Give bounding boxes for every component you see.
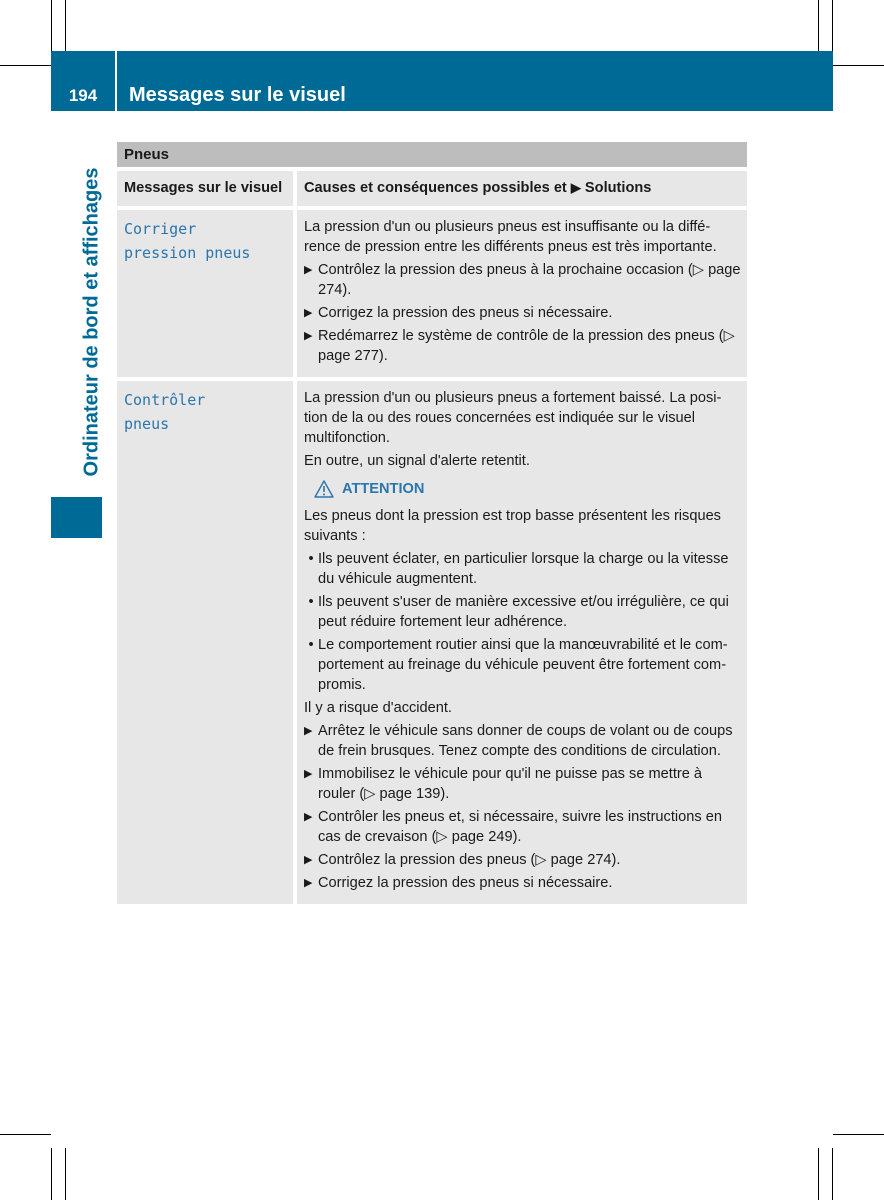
crop-mark — [833, 65, 884, 66]
warning-label: ATTENTION — [342, 481, 425, 497]
extra-text: En outre, un signal d'alerte retentit. — [304, 453, 530, 469]
bullet-icon: • — [308, 551, 314, 567]
step-item — [304, 850, 741, 870]
page-number: 194 — [68, 86, 98, 105]
step-text: Contrôlez la pression des pneus à la prochaine occasion (▷ page 274). — [318, 262, 741, 298]
step-text: Immobilisez le véhicule pour qu'il ne puisse pas se mettre à rouler (▷ page 139). — [318, 766, 703, 802]
display-message-line: pression pneus — [124, 244, 251, 262]
column-header-solutions-text: Solutions — [584, 180, 652, 196]
table-row — [117, 381, 747, 904]
step-item — [304, 721, 741, 761]
triangle-right-icon: ▶ — [304, 877, 313, 889]
triangle-right-icon: ▶ — [304, 854, 313, 866]
triangle-right-icon: ▶ — [304, 330, 313, 342]
causes-cell — [293, 210, 747, 377]
column-header-causes — [293, 171, 747, 206]
step-text: Redémarrez le système de contrôle de la pression des pneus (▷ page 277). — [318, 328, 735, 364]
warning-triangle-icon — [314, 480, 334, 498]
risk-text: Ils peuvent s'user de manière excessive et/ou irrégulière, ce qui peut réduire fortement leur adhérence. — [318, 594, 729, 630]
cause-text: La pression d'un ou plusieurs pneus a fortement baissé. La posi-tion de la ou des roues concernées est indiquée sur le visuel multifonction. — [304, 390, 722, 446]
step-text: Arrêtez le véhicule sans donner de coups de volant ou de coups de frein brusques. Tenez compte des conditions de circulation. — [318, 723, 733, 759]
crop-mark — [51, 0, 52, 51]
step-text: Contrôler les pneus et, si nécessaire, suivre les instructions en cas de crevaison (▷ page 249). — [318, 809, 722, 845]
column-header-messages: Messages sur le visuel — [124, 180, 283, 196]
conclusion-text: Il y a risque d'accident. — [304, 700, 452, 716]
table-row — [117, 210, 747, 377]
triangle-right-icon: ▶ — [304, 811, 313, 823]
warning-intro: Les pneus dont la pression est trop basse présentent les risques suivants : — [304, 508, 721, 544]
triangle-right-icon: ▶ — [304, 725, 313, 737]
display-message — [117, 381, 293, 904]
crop-mark — [65, 1148, 66, 1200]
step-text: Corrigez la pression des pneus si nécessaire. — [318, 875, 613, 891]
crop-mark — [818, 0, 819, 51]
triangle-right-icon: ▶ — [304, 768, 313, 780]
step-text: Corrigez la pression des pneus si nécessaire. — [318, 305, 613, 321]
crop-mark — [832, 0, 833, 51]
triangle-right-icon: ▶ — [304, 307, 313, 319]
bullet-icon: • — [308, 637, 314, 653]
display-message-line: Contrôler — [124, 391, 206, 409]
display-message-line: Corriger — [124, 220, 197, 238]
risk-item — [304, 549, 741, 589]
header-divider — [115, 51, 117, 111]
crop-mark — [0, 1134, 51, 1135]
table-header-row — [117, 171, 747, 206]
crop-mark — [833, 1134, 884, 1135]
column-header-causes-text: Causes et conséquences possibles et — [304, 180, 567, 196]
step-item — [304, 303, 741, 323]
chapter-tab-marker — [51, 497, 102, 538]
display-message — [117, 210, 293, 377]
crop-mark — [51, 1148, 52, 1200]
triangle-right-icon: ▶ — [570, 180, 581, 195]
chapter-tab-label: Ordinateur de bord et affichages — [80, 167, 103, 477]
crop-mark — [65, 0, 66, 51]
messages-table — [117, 142, 747, 904]
bullet-icon: • — [308, 594, 314, 610]
risk-text: Le comportement routier ainsi que la manœuvrabilité et le com-portement au freinage du véhicule peuvent être fortement com-promis. — [318, 637, 728, 693]
step-item — [304, 764, 741, 804]
triangle-right-icon: ▶ — [304, 264, 313, 276]
step-item — [304, 807, 741, 847]
cause-text: La pression d'un ou plusieurs pneus est insuffisante ou la diffé-rence de pression entre les différents pneus est très importante. — [304, 219, 717, 255]
crop-mark — [0, 65, 51, 66]
crop-mark — [832, 1148, 833, 1200]
risk-text: Ils peuvent éclater, en particulier lorsque la charge ou la vitesse du véhicule augmentent. — [318, 551, 729, 587]
display-message-line: pneus — [124, 415, 170, 433]
step-text: Contrôlez la pression des pneus (▷ page 274). — [318, 852, 621, 868]
risk-item — [304, 635, 741, 695]
section-title: Pneus — [117, 142, 747, 167]
causes-cell — [293, 381, 747, 904]
risk-item — [304, 592, 741, 632]
step-item — [304, 326, 741, 366]
step-item — [304, 260, 741, 300]
crop-mark — [818, 1148, 819, 1200]
step-item — [304, 873, 741, 893]
warning-heading — [314, 479, 741, 499]
page-title: Messages sur le visuel — [129, 84, 346, 106]
